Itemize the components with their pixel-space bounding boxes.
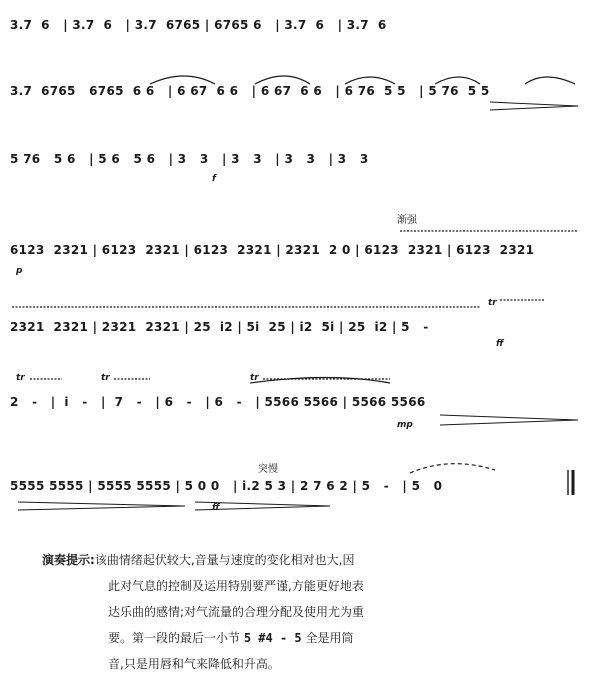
crescendo-text: 渐强 <box>397 215 417 226</box>
dynamic-mezzo-piano: mp <box>397 420 413 430</box>
tips-line-4 <box>42 625 582 651</box>
tips-label: 演奏提示: <box>42 553 95 567</box>
ritardando-text: 突慢 <box>258 464 278 475</box>
dynamic-piano: p <box>16 266 23 276</box>
dashed-slur <box>410 464 495 473</box>
score-line-7: 5555 5555 | 5555 5555 | 5 0 0 | i.2 5 3 | 2 7 6 2 | 5 - | 5 0 <box>10 479 443 493</box>
hairpin-3 <box>18 502 185 510</box>
score-line-1: 3.7 6 | 3.7 6 | 3.7 6765 | 6765 6 | 3.7 6 | 3.7 6 <box>10 18 387 32</box>
trill-mark: tr <box>488 298 497 308</box>
tips-line-2: 此对气息的控制及运用特别要严谨,方能更好地表 <box>108 579 364 593</box>
slur-3 <box>345 77 395 84</box>
long-slur <box>250 378 390 384</box>
slur-5 <box>525 77 575 84</box>
score-line-3: 5 76 5 6 | 5 6 5 6 | 3 3 | 3 3 | 3 3 | 3 3 <box>10 152 369 166</box>
dynamic-forte: f <box>212 174 216 184</box>
slur-1 <box>150 76 215 84</box>
tips-line-5: 音,只是用唇和气来降低和升高。 <box>108 657 280 671</box>
dynamic-fortissimo: ff <box>496 339 504 349</box>
dynamic-fortissimo-2: ff <box>212 503 220 513</box>
tips-line-4-start: 要。第一段的最后一小节 <box>108 631 241 645</box>
tips-line-3: 达乐曲的感情;对气流量的合理分配及使用尤为重 <box>108 605 365 619</box>
slur-4 <box>435 77 480 84</box>
tips-line-1: 该曲情绪起伏较大,音量与速度的变化相对也大,因 <box>94 553 355 567</box>
tips-line-4-end: 全是用筒 <box>305 631 354 645</box>
tips-line-4-notes: 5 #4 - 5 <box>243 631 302 645</box>
performance-tips <box>42 547 582 677</box>
score-line-5: 2321 2321 | 2321 2321 | 25 i2 | 5i 25 | i2 5i | 25 i2 | 5 - <box>10 320 429 334</box>
slur-2 <box>255 76 310 84</box>
score-line-2: 3.7 6765 6765 6 6 | 6 67 6 6 | 6 67 6 6 | 6 76 5 5 | 5 76 5 5 <box>10 84 490 98</box>
score-line-4: 6123 2321 | 6123 2321 | 6123 2321 | 2321 2 0 | 6123 2321 | 6123 2321 <box>10 243 535 257</box>
trill-mark-2: tr <box>16 373 25 383</box>
trill-mark-4: tr <box>250 373 259 383</box>
hairpin-1 <box>490 102 578 110</box>
hairpin-2 <box>440 415 578 425</box>
trill-mark-3: tr <box>101 373 110 383</box>
score-line-6: 2 - | i - | 7 - | 6 - | 6 - | 5566 5566 | 5566 5566 <box>10 395 426 409</box>
hairpin-4 <box>195 502 330 510</box>
